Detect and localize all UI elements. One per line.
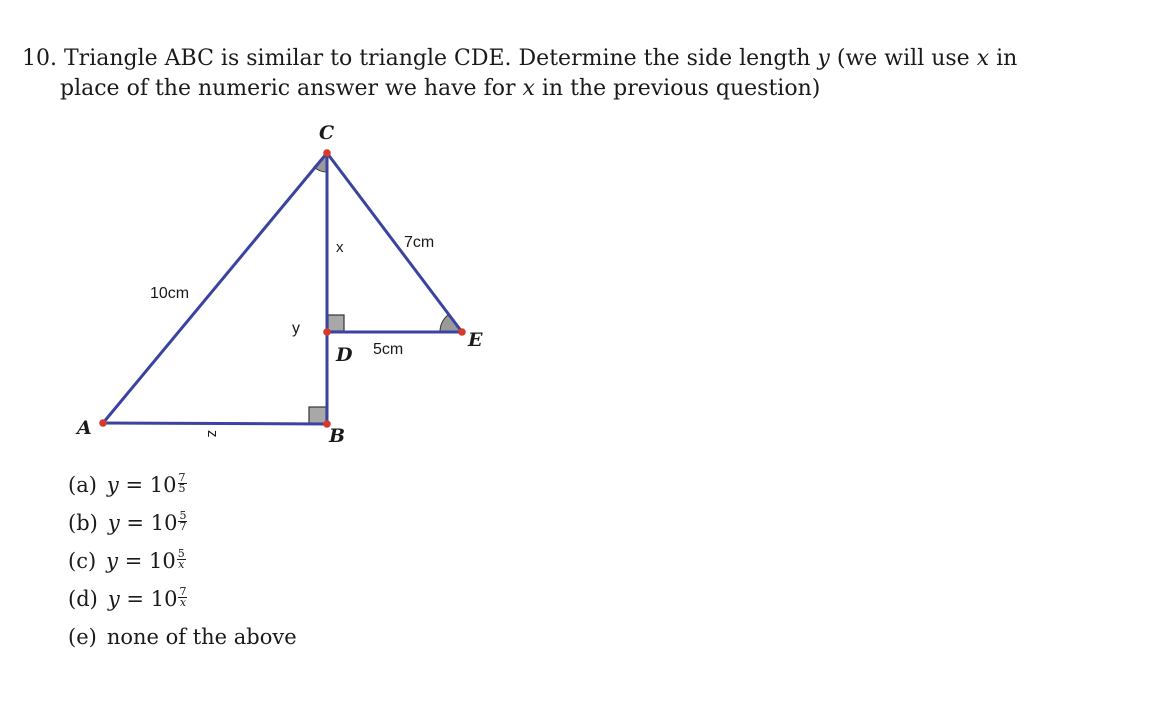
- denominator: 5: [178, 481, 186, 495]
- whole-number: 10: [149, 473, 177, 497]
- choice-e[interactable]: [68, 618, 297, 656]
- whole-number: 10: [149, 549, 176, 573]
- choice-text: none of the above: [106, 625, 297, 649]
- variable-x: x: [976, 46, 990, 71]
- numerator: 5: [177, 546, 185, 560]
- choice-c[interactable]: [68, 542, 297, 580]
- point-c: [323, 149, 331, 157]
- side-label-ac: 10cm: [150, 285, 190, 302]
- denominator: x: [179, 595, 187, 609]
- fraction: [178, 470, 187, 495]
- denominator: x: [178, 557, 185, 571]
- fraction: [177, 546, 186, 571]
- right-angle-marker-d: [328, 315, 344, 331]
- variable-y: y: [106, 549, 119, 573]
- side-label-ce: 7cm: [404, 234, 435, 251]
- denominator: 7: [179, 519, 187, 533]
- point-a: [99, 419, 107, 427]
- equals-sign: =: [125, 473, 144, 497]
- variable-x: x: [522, 76, 535, 101]
- choice-b[interactable]: [68, 504, 297, 542]
- right-angle-marker-b: [309, 407, 326, 424]
- equals-sign: =: [126, 587, 145, 611]
- choice-d[interactable]: [68, 580, 297, 618]
- variable-y: y: [107, 511, 120, 535]
- point-d: [323, 328, 331, 336]
- vertex-label-a: A: [77, 417, 92, 439]
- side-label-cd: x: [336, 239, 344, 256]
- equals-sign: =: [124, 549, 143, 573]
- numerator: 7: [179, 584, 187, 598]
- variable-y: y: [107, 587, 120, 611]
- question-text-part: in: [996, 46, 1018, 71]
- numerator: 7: [178, 470, 186, 484]
- vertex-label-d: D: [336, 344, 353, 366]
- question-text-part: (we will use: [836, 46, 970, 71]
- choice-a[interactable]: [68, 466, 297, 504]
- choice-letter: (e): [68, 625, 97, 649]
- variable-y: y: [817, 46, 830, 71]
- answer-choices: [68, 466, 297, 656]
- choice-letter: (b): [68, 511, 98, 535]
- side-label-db: y: [292, 320, 300, 337]
- question-number: 10.: [22, 46, 57, 71]
- choice-letter: (d): [68, 587, 98, 611]
- numerator: 5: [179, 508, 187, 522]
- point-e: [458, 328, 466, 336]
- side-ab: [103, 423, 327, 424]
- choice-letter: (a): [68, 473, 97, 497]
- variable-y: y: [106, 473, 119, 497]
- vertex-label-b: B: [329, 425, 346, 447]
- side-ce: [327, 153, 462, 332]
- vertex-label-e: E: [468, 329, 483, 351]
- side-label-ab: z: [204, 430, 221, 438]
- fraction: [178, 584, 187, 609]
- question-text-part: place of the numeric answer we have for: [60, 76, 516, 101]
- question-text-part: in the previous question): [541, 76, 821, 101]
- fraction: [178, 508, 187, 533]
- whole-number: 10: [150, 511, 178, 535]
- question-text-part: Triangle ABC is similar to triangle CDE. Determine the side length: [64, 46, 811, 71]
- equals-sign: =: [126, 511, 145, 535]
- side-ac: [103, 153, 327, 423]
- side-label-de: 5cm: [373, 341, 404, 358]
- whole-number: 10: [150, 587, 178, 611]
- choice-letter: (c): [68, 549, 97, 573]
- vertex-label-c: C: [319, 122, 335, 144]
